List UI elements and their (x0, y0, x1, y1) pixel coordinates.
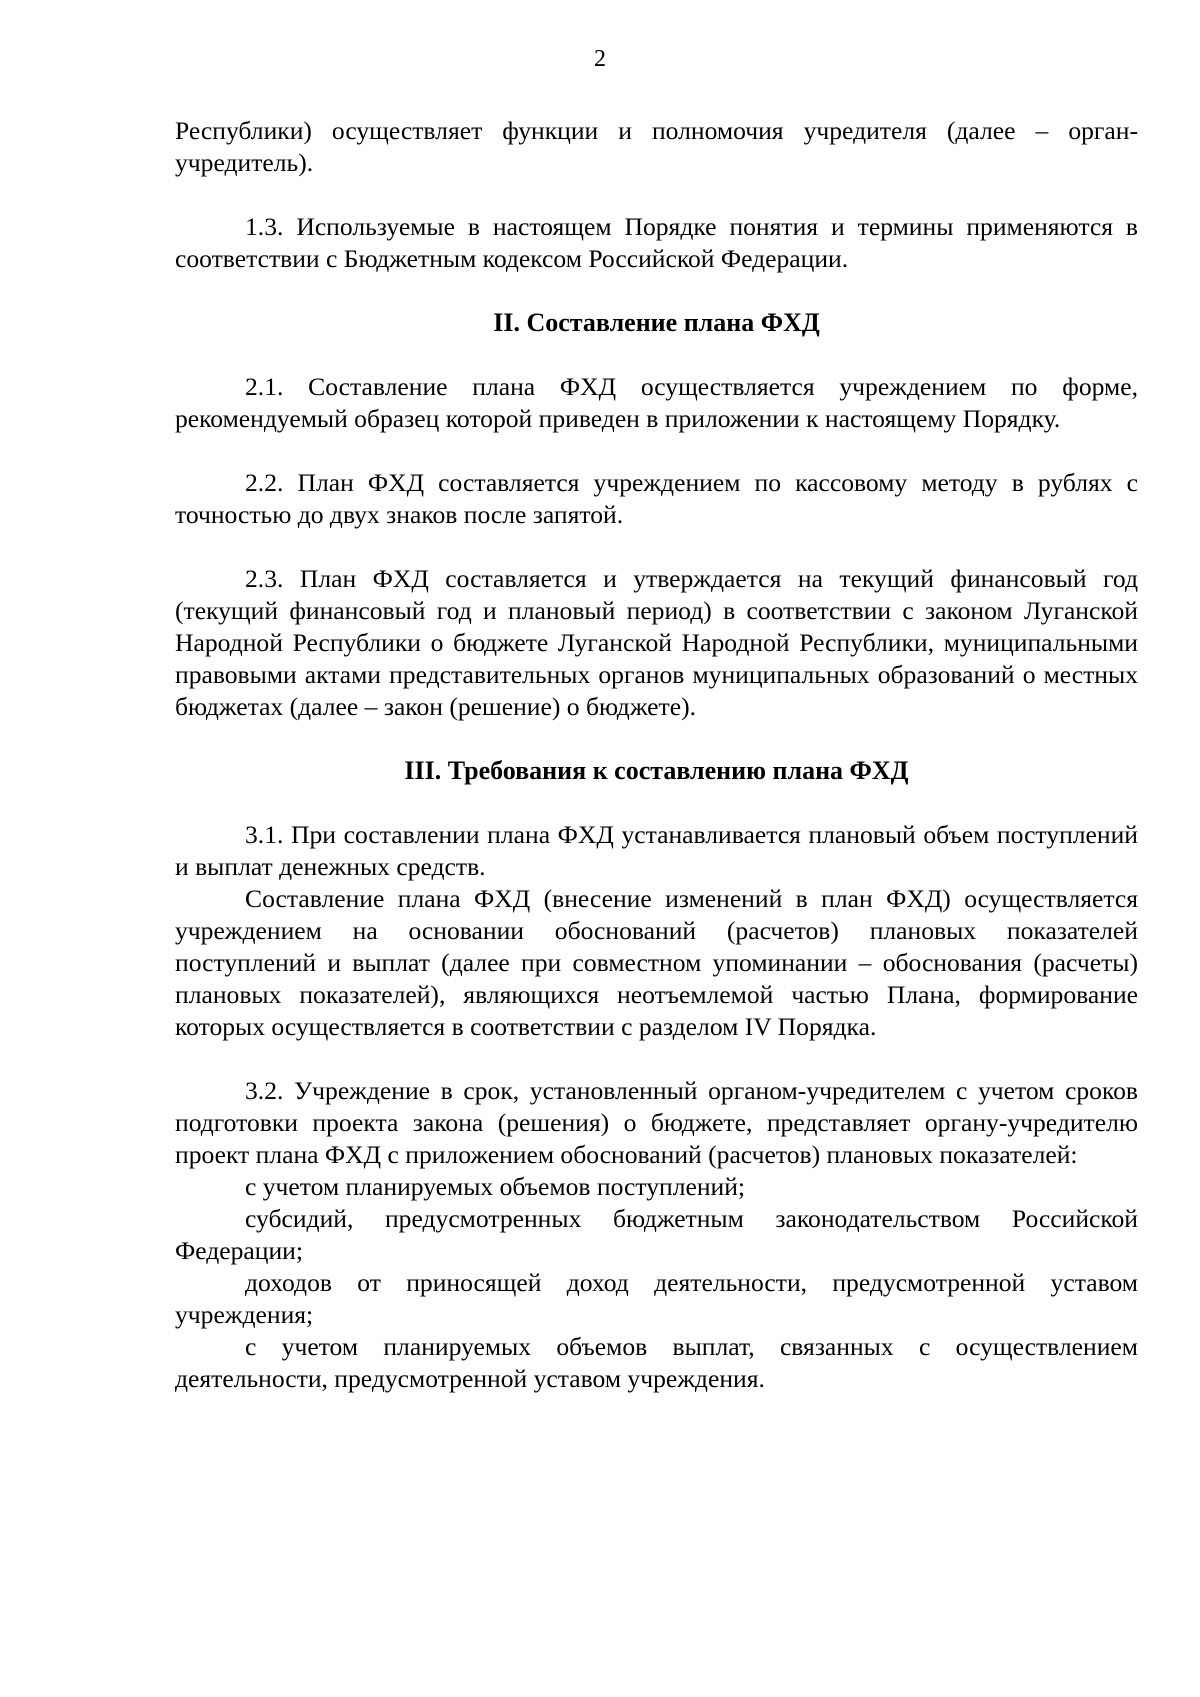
paragraph-2-2: 2.2. План ФХД составляется учреждением по кассовому методу в рублях с точностью до двух знаков после запятой. (175, 468, 1138, 529)
paragraph-continuation: Республики) осуществляет функции и полномочия учредителя (далее – орган-учредитель). (175, 116, 1138, 177)
list-item: субсидий, предусмотренных бюджетным законодательством Российской Федерации; (175, 1204, 1138, 1265)
section-3-heading: III. Требования к составлению плана ФХД (404, 756, 909, 785)
paragraph-3-1-continued: Составление плана ФХД (внесение изменений в план ФХД) осуществляется учреждением на основании обоснований (расчетов) плановых показателей поступлений и выплат (далее при совместном упоминании – обоснования (расчеты) плановых показателей), являющихся неотъемлемой частью Плана, формирование которых осуществляется в соответствии с разделом IV Порядка. (175, 884, 1138, 1041)
page-number: 2 (594, 46, 606, 72)
list-item: доходов от приносящей доход деятельности, предусмотренной уставом учреждения; (175, 1268, 1138, 1329)
list-item: с учетом планируемых объемов поступлений; (245, 1172, 746, 1201)
paragraph-2-1: 2.1. Составление плана ФХД осуществляется учреждением по форме, рекомендуемый образец которой приведен в приложении к настоящему Порядку. (175, 372, 1138, 433)
paragraph-2-3: 2.3. План ФХД составляется и утверждается на текущий финансовый год (текущий финансовый год и плановый период) в соответствии с законом Луганской Народной Республики о бюджете Луганской Народной Республики, муниципальными правовыми актами представительных органов муниципальных образований о местных бюджетах (далее – закон (решение) о бюджете). (175, 564, 1138, 721)
paragraph-1-3: 1.3. Используемые в настоящем Порядке понятия и термины применяются в соответствии с Бюджетным кодексом Российской Федерации. (175, 212, 1138, 273)
section-2-heading: II. Составление плана ФХД (493, 308, 820, 337)
paragraph-3-2: 3.2. Учреждение в срок, установленный органом-учредителем с учетом сроков подготовки проекта закона (решения) о бюджете, представляет органу-учредителю проект плана ФХД с приложением обоснований (расчетов) плановых показателей: (175, 1076, 1138, 1169)
document-body (175, 115, 1138, 1395)
list-item: с учетом планируемых объемов выплат, связанных с осуществлением деятельности, предусмотренной уставом учреждения. (175, 1332, 1138, 1393)
paragraph-3-1: 3.1. При составлении плана ФХД устанавливается плановый объем поступлений и выплат денежных средств. (175, 820, 1138, 881)
